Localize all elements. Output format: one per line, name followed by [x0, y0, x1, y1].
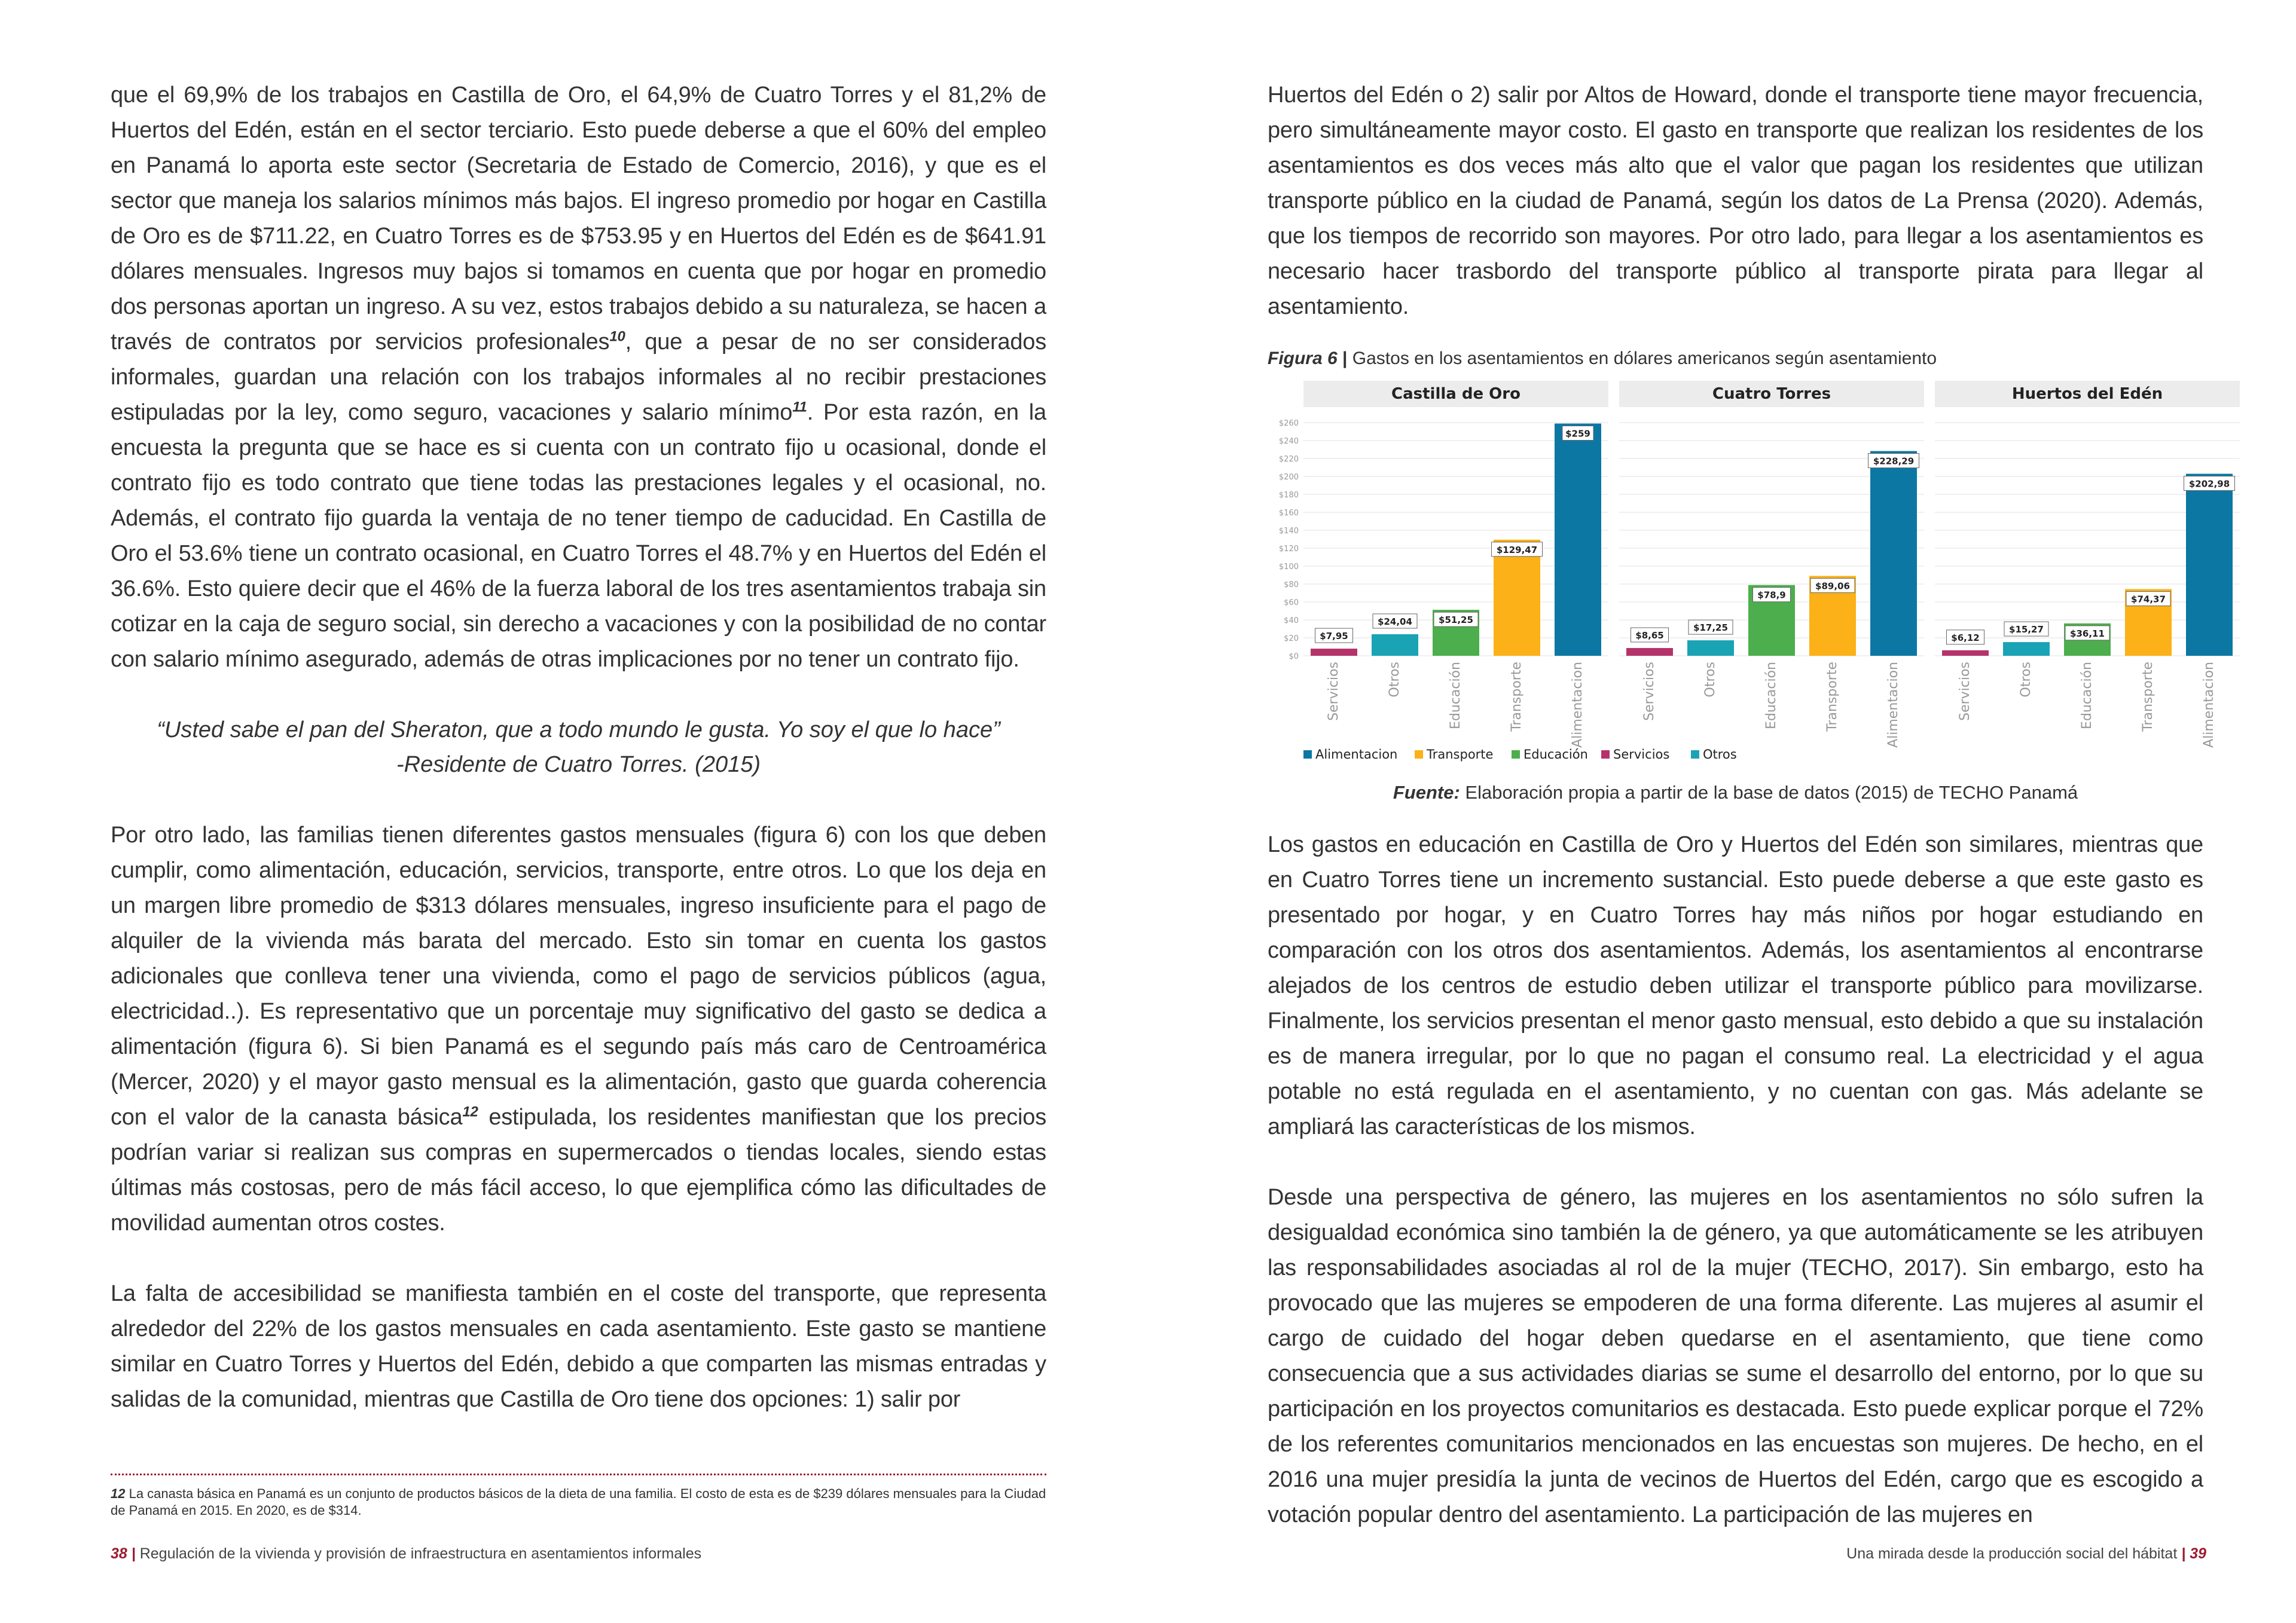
- paragraph: Desde una perspectiva de género, las mujeres en los asentamientos no sólo sufren la desigualdad económica sino también la de género, ya que automáticamente se les atribuyen las responsabilidades asociadas al rol de la mujer (TECHO, 2017). Sin embargo, esto ha provocado que las mujeres se empoderen de una forma diferente. Las mujeres al asumir el cargo de cuidado del hogar deben quedarse en el asentamiento, que tiene como consecuencia que a sus actividades diarias se sume el desarrollo del entorno, por lo que su participación en los proyectos comunitarios es destacada. Esto puede explicar porque el 72% de los referentes comunitarios mencionados en las encuestas son mujeres. De hecho, en el 2016 una mujer presidía la junta de vecinos de Huertos del Edén, cargo que es escogido a votación popular dentro del asentamiento. La participación de las mujeres en: [1268, 1185, 2203, 1527]
- y-tick-label: $60: [1284, 598, 1299, 607]
- y-tick-label: $80: [1284, 580, 1299, 589]
- paragraph: Por otro lado, las familias tienen diferentes gastos mensuales (figura 6) con los que deben cumplir, como alimentación, educación, servicios, transporte, entre otros. Lo que los deja en un margen libre promedio de $313 dólares mensuales, ingreso insuficiente para el pago de alquiler de la vivienda más barata del mercado. Esto sin tomar en cuenta los gastos adicionales que conlleva tener una vivienda, como el pago de servicios públicos (agua, electricidad..). Es representativo que un porcentaje muy significativo del gasto se dedica a alimentación (figura 6). Si bien Panamá es el segundo país más caro de Centroamérica (Mercer, 2020) y el mayor gasto mensual es la alimentación, gasto que guarda coherencia con el valor de la canasta básica$^{12}$ estipulada, los residentes manifiestan que los precios podrían variar si realizan sus compras en supermercados o tiendas locales, siendo estas últimas más costosas, pero de más fácil acceso, lo que ejemplifica cómo las dificultades de movilidad aumentan otros costes.: [111, 823, 1047, 1236]
- figure-label: Figura 6: [1268, 349, 1338, 368]
- data-label: $51,25: [1439, 615, 1473, 626]
- bar-alimentacion: [1870, 451, 1917, 656]
- x-tick-label: Otros: [1387, 662, 1402, 698]
- y-tick-label: $40: [1284, 616, 1299, 625]
- y-tick-label: $120: [1278, 545, 1299, 554]
- quote-attribution: -Residente de Cuatro Torres. (2015): [396, 752, 761, 777]
- legend-swatch: [1601, 750, 1610, 759]
- x-tick-label: Transporte: [2141, 662, 2155, 732]
- bar-alimentacion: [2186, 474, 2233, 656]
- page-number: 38: [111, 1545, 127, 1562]
- running-title: Una mirada desde la producción social del hábitat: [1846, 1545, 2178, 1562]
- data-label: $259: [1565, 428, 1590, 439]
- y-tick-label: $160: [1278, 509, 1299, 518]
- legend-label: Alimentacion: [1315, 747, 1398, 762]
- bar-alimentacion: [1555, 424, 1601, 656]
- panel-title: Castilla de Oro: [1391, 385, 1521, 403]
- data-label: $7,95: [1320, 631, 1348, 642]
- x-tick-label: Transporte: [1509, 662, 1524, 732]
- legend-label: Servicios: [1613, 747, 1670, 762]
- y-tick-label: $180: [1278, 491, 1299, 500]
- bar-otros: [1372, 634, 1418, 656]
- data-label: $15,27: [2009, 624, 2044, 635]
- x-tick-label: Otros: [2019, 662, 2034, 698]
- panel-title: Cuatro Torres: [1712, 385, 1831, 403]
- footnote: 12 La canasta básica en Panamá es un conjunto de productos básicos de la dieta de una familia. El costo de esta es de $239 dólares mensuales para la Ciudad de Panamá en 2015. En 2020, es de $314.: [111, 1486, 1046, 1518]
- footnote-ref: 12: [462, 1104, 478, 1120]
- left-page-column: [111, 78, 1046, 1453]
- legend-label: Educación: [1523, 747, 1588, 762]
- x-tick-label: Educación: [1448, 662, 1463, 729]
- paragraph: La falta de accesibilidad se manifiesta también en el coste del transporte, que representa alrededor del 22% de los gastos mensuales en cada asentamiento. Este gasto se mantiene similar en Cuatro Torres y Huertos del Edén, debido a que comparten las mismas entradas y salidas de la comunidad, mientras que Castilla de Oro tiene dos opciones: 1) salir por: [111, 1281, 1046, 1412]
- legend-swatch: [1415, 750, 1423, 759]
- legend-label: Transporte: [1427, 747, 1494, 762]
- y-tick-label: $260: [1278, 419, 1299, 428]
- bar-servicios: [1626, 648, 1673, 656]
- x-tick-label: Transporte: [1825, 662, 1840, 732]
- bar-servicios: [1311, 649, 1357, 656]
- x-tick-label: Alimentacion: [2202, 662, 2216, 748]
- x-tick-label: Alimentacion: [1886, 662, 1901, 748]
- x-tick-label: Educación: [2080, 662, 2095, 729]
- y-tick-label: $200: [1278, 473, 1299, 482]
- x-tick-label: Otros: [1703, 662, 1718, 698]
- bar-otros: [2003, 642, 2050, 656]
- legend-label: Otros: [1703, 747, 1737, 762]
- x-tick-label: Servicios: [1958, 662, 1973, 721]
- left-page-footer: 38 | Regulación de la vivienda y provisión de infraestructura en asentamientos informales: [111, 1545, 702, 1562]
- x-tick-label: Educación: [1764, 662, 1779, 729]
- data-label: $36,11: [2070, 628, 2105, 639]
- paragraph: Huertos del Edén o 2) salir por Altos de Howard, donde el transporte tiene mayor frecuencia, pero simultáneamente mayor costo. El gasto en transporte que realizan los residentes de los asentamientos es dos veces más alto que el valor que pagan los residentes que utilizan transporte público en la ciudad de Panamá, según los datos de La Prensa (2020). Además, que los tiempos de recorrido son mayores. Por otro lado, para llegar a los asentamientos es necesario hacer trasbordo del transporte público al transporte pirata para llegar al asentamiento.: [1268, 82, 2203, 319]
- paragraph: que el 69,9% de los trabajos en Castilla de Oro, el 64,9% de Cuatro Torres y el 81,2% de Huertos del Edén, están en el sector terciario. Esto puede deberse a que el 60% del empleo en Panamá lo aporta este sector (Secretaria de Estado de Comercio, 2016), y que es el sector que maneja los salarios mínimos más bajos. El ingreso promedio por hogar en Castilla de Oro es de $711.22, en Cuatro Torres es de $753.95 y en Huertos del Edén es de $641.91 dólares mensuales. Ingresos muy bajos si tomamos en cuenta que por hogar en promedio dos personas aportan un ingreso. A su vez, estos trabajos debido a su naturaleza, se hacen a través de contratos por servicios profesionales$^{10}$, que a pesar de no ser considerados informales, guardan una relación con los trabajos informales al no recibir prestaciones estipuladas por la ley, como seguro, vacaciones y salario mínimo$^{11}$. Por esta razón, en la encuesta la pregunta que se hace es si cuenta con un contrato fijo u ocasional, donde el contrato fijo es todo contrato que tiene todas las prestaciones legales y el ocasional, no. Además, el contrato fijo guarda la ventaja de no tener tiempo de caducidad. En Castilla de Oro el 53.6% tiene un contrato ocasional, en Cuatro Torres el 48.7% y en Huertos del Edén el 36.6%. Esto quiere decir que el 46% de la fuerza laboral de los tres asentamientos trabaja sin cotizar en la caja de seguro social, sin derecho a vacaciones y con la posibilidad de no contar con salario mínimo asegurado, además de otras implicaciones por no tener un contrato fijo.: [111, 82, 1046, 672]
- data-label: $228,29: [1873, 456, 1915, 467]
- data-label: $129,47: [1496, 544, 1538, 555]
- right-page-column: [1268, 78, 2230, 1568]
- footnote-divider: [111, 1474, 1046, 1475]
- right-page-footer: Una mirada desde la producción social del hábitat | 39: [1846, 1545, 2206, 1562]
- bar-otros: [1687, 640, 1734, 656]
- data-label: $78,9: [1757, 589, 1786, 601]
- y-tick-label: $240: [1278, 437, 1299, 446]
- y-tick-label: $0: [1289, 652, 1299, 661]
- quote-text: “Usted sabe el pan del Sheraton, que a todo mundo le gusta. Yo soy el que lo hace”: [157, 717, 1000, 742]
- paragraph: Los gastos en educación en Castilla de Oro y Huertos del Edén son similares, mientras que en Cuatro Torres tiene un incremento sustancial. Esto puede deberse a que este gasto es presentado por hogar, y en Cuatro Torres hay más niños por hogar estudiando en comparación con los otros dos asentamientos. Además, los asentamientos al encontrarse alejados de los centros de estudio deben utilizar el transporte público para movilizarse. Finalmente, los servicios presentan el menor gasto mensual, esto debido a que su instalación es de manera irregular, por lo que no pagan el consumo real. La electricidad y el agua potable no está regulada en el asentamiento, y no cuentan con gas. Más adelante se ampliará las características de los mismos.: [1268, 832, 2203, 1139]
- data-label: $74,37: [2131, 594, 2166, 605]
- bar-transporte: [1494, 540, 1540, 656]
- page-number: 39: [2190, 1545, 2206, 1562]
- y-tick-label: $140: [1278, 527, 1299, 536]
- legend-swatch: [1303, 750, 1312, 759]
- figure-caption: Figura 6 | Gastos en los asentamientos en dólares americanos según asentamiento: [1268, 349, 1937, 368]
- x-tick-label: Servicios: [1642, 662, 1657, 721]
- legend-swatch: [1512, 750, 1520, 759]
- data-label: $24,04: [1378, 616, 1412, 627]
- x-tick-label: Alimentacion: [1570, 662, 1585, 748]
- footnote-ref: 11: [792, 399, 807, 415]
- x-tick-label: Servicios: [1326, 662, 1341, 721]
- y-tick-label: $220: [1278, 455, 1299, 464]
- y-tick-label: $100: [1278, 563, 1299, 571]
- data-label: $17,25: [1693, 622, 1728, 634]
- footnote-ref: 10: [609, 328, 625, 345]
- running-title: Regulación de la vivienda y provisión de infraestructura en asentamientos informales: [139, 1545, 702, 1562]
- data-label: $89,06: [1815, 580, 1850, 592]
- data-label: $8,65: [1635, 630, 1664, 641]
- bar-servicios: [1942, 650, 1989, 656]
- expenses-bar-chart: [1268, 381, 2230, 775]
- panel-title: Huertos del Edén: [2011, 385, 2163, 403]
- block-quote: [111, 713, 1046, 782]
- figure-title: Gastos en los asentamientos en dólares americanos según asentamiento: [1352, 349, 1937, 368]
- y-tick-label: $20: [1284, 634, 1299, 643]
- figure-source: Fuente: Elaboración propia a partir de la base de datos (2015) de TECHO Panamá: [1393, 782, 2078, 803]
- legend-swatch: [1691, 750, 1699, 759]
- data-label: $6,12: [1951, 632, 1980, 643]
- data-label: $202,98: [2188, 478, 2230, 490]
